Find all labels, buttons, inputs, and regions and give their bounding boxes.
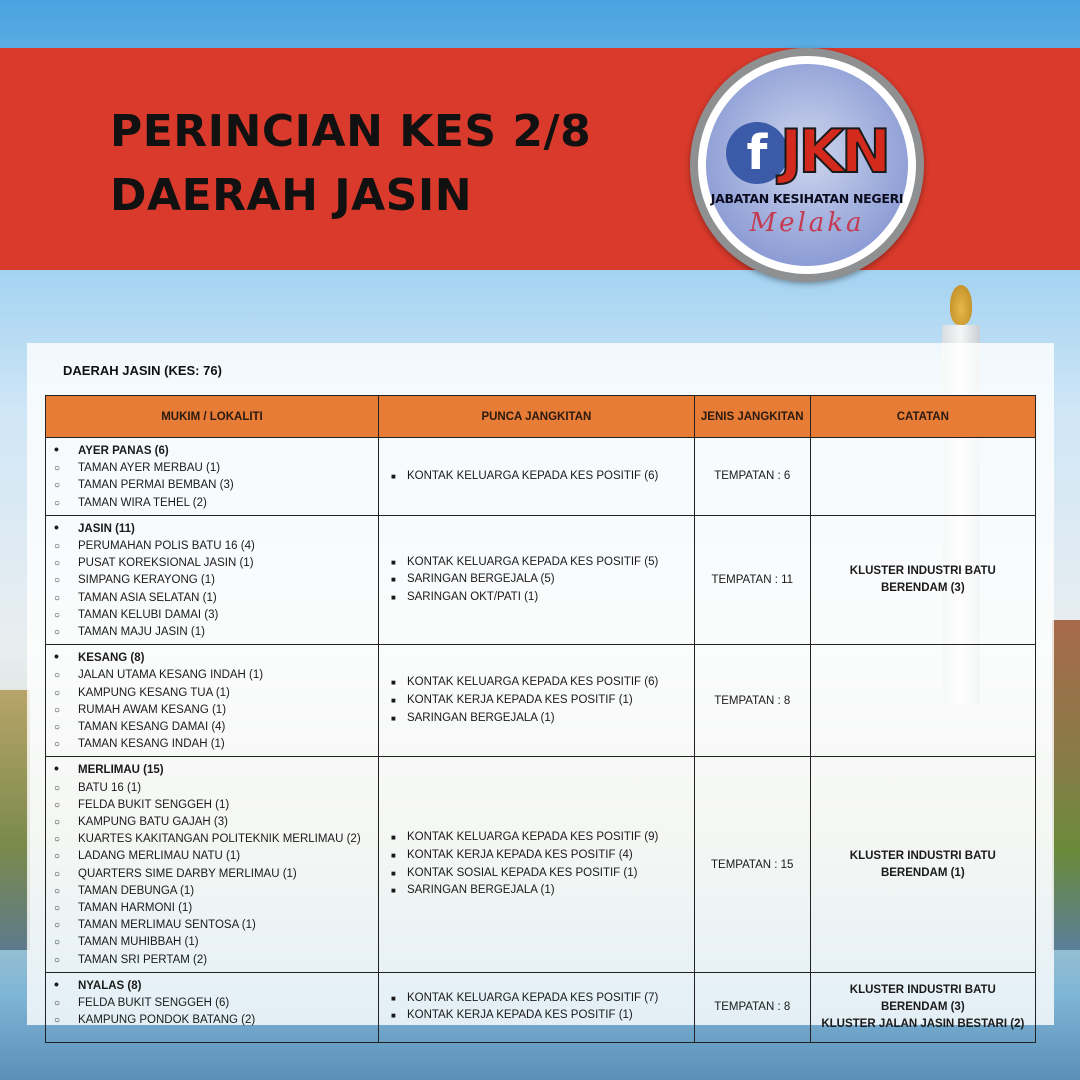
lokaliti-item: [54, 934, 370, 951]
lokaliti-item: [54, 477, 370, 494]
lokaliti-item: [54, 900, 370, 917]
lokaliti-item: [54, 780, 370, 797]
punca-label: KONTAK KERJA KEPADA KES POSITIF (1): [406, 694, 633, 707]
circle-bullet-icon: ○: [54, 799, 61, 811]
circle-bullet-icon: ○: [54, 670, 61, 682]
circle-bullet-icon: ○: [54, 937, 61, 949]
catatan-line: KLUSTER INDUSTRI BATU: [849, 565, 996, 578]
lokaliti-item: [54, 590, 370, 607]
punca-cell: [378, 438, 694, 516]
lokaliti-label: TAMAN DEBUNGA (1): [78, 884, 195, 897]
punca-cell: [378, 972, 694, 1042]
lokaliti-item: [54, 624, 370, 641]
lokaliti-label: KAMPUNG KESANG TUA (1): [78, 686, 230, 699]
lokaliti-label: JALAN UTAMA KESANG INDAH (1): [78, 669, 264, 682]
punca-item: [385, 990, 688, 1008]
lokaliti-item: [54, 538, 370, 555]
punca-cell: [378, 757, 694, 972]
mukim-name: [54, 760, 370, 779]
lokaliti-item: [54, 736, 370, 753]
lokaliti-label: TAMAN KESANG DAMAI (4): [78, 721, 226, 734]
circle-bullet-icon: ○: [54, 885, 61, 897]
lokaliti-label: FELDA BUKIT SENGGEH (1): [78, 798, 230, 811]
lokaliti-item: [54, 555, 370, 572]
circle-bullet-icon: ○: [54, 817, 61, 829]
minaret-dome: [950, 285, 972, 325]
catatan-cell: [810, 515, 1035, 644]
punca-item: [385, 1007, 688, 1025]
lokaliti-item: [54, 917, 370, 934]
square-bullet-icon: ■: [390, 696, 396, 706]
lokaliti-label: TAMAN WIRA TEHEL (2): [78, 496, 207, 509]
circle-bullet-icon: ○: [54, 782, 61, 794]
lokaliti-label: TAMAN KESANG INDAH (1): [78, 738, 225, 751]
lokaliti-item: [54, 883, 370, 900]
lokaliti-item: [54, 460, 370, 477]
lokaliti-label: TAMAN SRI PERTAM (2): [78, 953, 208, 966]
circle-bullet-icon: ○: [54, 463, 61, 475]
lokaliti-label: QUARTERS SIME DARBY MERLIMAU (1): [78, 867, 297, 880]
mukim-cell: [46, 515, 379, 644]
square-bullet-icon: ■: [390, 575, 396, 585]
lokaliti-item: [54, 685, 370, 702]
lokaliti-label: BATU 16 (1): [78, 781, 142, 794]
punca-item: [385, 882, 688, 900]
lokaliti-label: FELDA BUKIT SENGGEH (6): [78, 997, 230, 1010]
table-body: [46, 438, 1036, 1043]
circle-bullet-icon: ○: [54, 868, 61, 880]
title-line-2: DAERAH JASIN: [110, 170, 473, 221]
logo-brand: JKN: [780, 117, 888, 187]
lokaliti-label: PERUMAHAN POLIS BATU 16 (4): [78, 540, 255, 553]
circle-bullet-icon: ○: [54, 627, 61, 639]
punca-cell: [378, 645, 694, 757]
jenis-cell: TEMPATAN : 11: [694, 515, 810, 644]
column-header: CATATAN: [810, 396, 1035, 438]
lokaliti-label: KAMPUNG BATU GAJAH (3): [78, 816, 228, 829]
punca-label: KONTAK KELUARGA KEPADA KES POSITIF (6): [406, 469, 659, 482]
jenis-cell: TEMPATAN : 6: [694, 438, 810, 516]
circle-bullet-icon: ○: [54, 592, 61, 604]
circle-bullet-icon: ○: [54, 497, 61, 509]
catatan-cell: [810, 757, 1035, 972]
lokaliti-item: [54, 667, 370, 684]
table-row: [46, 438, 1036, 516]
lokaliti-item: [54, 814, 370, 831]
jkn-melaka-logo: [690, 48, 924, 282]
lokaliti-item: [54, 797, 370, 814]
circle-bullet-icon: ○: [54, 1015, 61, 1027]
mukim-cell: [46, 757, 379, 972]
lokaliti-item: [54, 702, 370, 719]
punca-label: SARINGAN OKT/PATI (1): [406, 590, 539, 603]
circle-bullet-icon: ○: [54, 704, 61, 716]
lokaliti-label: TAMAN AYER MERBAU (1): [78, 462, 221, 475]
table-row: [46, 972, 1036, 1042]
bullet-icon: •: [54, 518, 59, 535]
punca-item: [385, 674, 688, 692]
punca-label: KONTAK KELUARGA KEPADA KES POSITIF (6): [406, 676, 659, 689]
circle-bullet-icon: ○: [54, 851, 61, 863]
punca-label: KONTAK SOSIAL KEPADA KES POSITIF (1): [406, 866, 638, 879]
background-shore-right: [1052, 620, 1080, 950]
mukim-name: [54, 648, 370, 667]
punca-item: [385, 847, 688, 865]
page-title: [110, 100, 591, 228]
lokaliti-label: RUMAH AWAM KESANG (1): [78, 703, 227, 716]
punca-item: [385, 865, 688, 883]
square-bullet-icon: ■: [390, 833, 396, 843]
mukim-cell: [46, 972, 379, 1042]
logo-face: [706, 64, 908, 266]
lokaliti-item: [54, 1012, 370, 1029]
catatan-line: BERENDAM (1): [880, 866, 965, 879]
square-bullet-icon: ■: [390, 471, 396, 481]
circle-bullet-icon: ○: [54, 575, 61, 587]
lokaliti-label: SIMPANG KERAYONG (1): [78, 574, 215, 587]
circle-bullet-icon: ○: [54, 609, 61, 621]
jenis-cell: TEMPATAN : 15: [694, 757, 810, 972]
punca-cell: [378, 515, 694, 644]
catatan-line: KLUSTER INDUSTRI BATU: [849, 849, 996, 862]
square-bullet-icon: ■: [390, 713, 396, 723]
punca-label: KONTAK KELUARGA KEPADA KES POSITIF (7): [406, 991, 659, 1004]
lokaliti-item: [54, 572, 370, 589]
punca-label: KONTAK KERJA KEPADA KES POSITIF (4): [406, 849, 633, 862]
mukim-label: AYER PANAS (6): [78, 445, 169, 457]
case-table: [45, 395, 1036, 1043]
table-heading: DAERAH JASIN (KES: 76): [63, 363, 222, 378]
punca-item: [385, 554, 688, 572]
lokaliti-item: [54, 995, 370, 1012]
bullet-icon: •: [54, 975, 59, 992]
catatan-cell: [810, 438, 1035, 516]
table-header-row: [46, 396, 1036, 438]
table-row: [46, 515, 1036, 644]
lokaliti-label: TAMAN MERLIMAU SENTOSA (1): [78, 919, 256, 932]
column-header: JENIS JANGKITAN: [694, 396, 810, 438]
logo-subtitle: JABATAN KESIHATAN NEGERI: [710, 191, 904, 206]
lokaliti-item: [54, 719, 370, 736]
lokaliti-item: [54, 848, 370, 865]
mukim-cell: [46, 438, 379, 516]
lokaliti-label: PUSAT KOREKSIONAL JASIN (1): [78, 557, 254, 570]
mukim-cell: [46, 645, 379, 757]
punca-item: [385, 829, 688, 847]
lokaliti-label: KAMPUNG PONDOK BATANG (2): [78, 1014, 256, 1027]
punca-label: SARINGAN BERGEJALA (1): [406, 884, 555, 897]
circle-bullet-icon: ○: [54, 687, 61, 699]
square-bullet-icon: ■: [390, 851, 396, 861]
punca-label: SARINGAN BERGEJALA (1): [406, 711, 555, 724]
punca-item: [385, 468, 688, 486]
square-bullet-icon: ■: [390, 1011, 396, 1021]
catatan-line: KLUSTER JALAN JASIN BESTARI (2): [821, 1017, 1025, 1030]
lokaliti-label: TAMAN ASIA SELATAN (1): [78, 591, 217, 604]
square-bullet-icon: ■: [390, 592, 396, 602]
catatan-cell: [810, 645, 1035, 757]
square-bullet-icon: ■: [390, 886, 396, 896]
mukim-label: NYALAS (8): [78, 979, 142, 992]
circle-bullet-icon: ○: [54, 480, 61, 492]
square-bullet-icon: ■: [390, 993, 396, 1003]
catatan-cell: [810, 972, 1035, 1042]
punca-item: [385, 692, 688, 710]
lokaliti-label: TAMAN MAJU JASIN (1): [78, 626, 205, 639]
case-details-panel: [27, 343, 1054, 1030]
background-shore-left: [0, 690, 30, 950]
lokaliti-label: TAMAN HARMONI (1): [78, 902, 193, 915]
mukim-label: JASIN (11): [78, 522, 135, 535]
logo-script: Melaka: [749, 208, 865, 238]
mukim-name: [54, 976, 370, 995]
bullet-icon: •: [54, 760, 59, 777]
lokaliti-label: TAMAN KELUBI DAMAI (3): [78, 608, 219, 621]
circle-bullet-icon: ○: [54, 954, 61, 966]
square-bullet-icon: ■: [390, 557, 396, 567]
punca-label: KONTAK KERJA KEPADA KES POSITIF (1): [406, 1009, 633, 1022]
bullet-icon: •: [54, 441, 59, 457]
lokaliti-label: LADANG MERLIMAU NATU (1): [78, 850, 241, 863]
catatan-line: BERENDAM (3): [880, 582, 965, 595]
mukim-name: [54, 441, 370, 460]
punca-label: KONTAK KELUARGA KEPADA KES POSITIF (5): [406, 555, 659, 568]
punca-item: [385, 571, 688, 589]
table-row: [46, 757, 1036, 972]
circle-bullet-icon: ○: [54, 541, 61, 553]
square-bullet-icon: ■: [390, 868, 396, 878]
circle-bullet-icon: ○: [54, 558, 61, 570]
jenis-cell: TEMPATAN : 8: [694, 972, 810, 1042]
lokaliti-label: KUARTES KAKITANGAN POLITEKNIK MERLIMAU (2): [78, 833, 361, 846]
column-header: PUNCA JANGKITAN: [378, 396, 694, 438]
lokaliti-label: TAMAN PERMAI BEMBAN (3): [78, 479, 234, 492]
facebook-icon: f: [726, 122, 788, 184]
lokaliti-item: [54, 495, 370, 512]
circle-bullet-icon: ○: [54, 834, 61, 846]
square-bullet-icon: ■: [390, 678, 396, 688]
bullet-icon: •: [54, 648, 59, 665]
lokaliti-item: [54, 607, 370, 624]
catatan-line: KLUSTER INDUSTRI BATU: [849, 983, 996, 996]
circle-bullet-icon: ○: [54, 920, 61, 932]
punca-label: SARINGAN BERGEJALA (5): [406, 573, 555, 586]
punca-item: [385, 710, 688, 728]
mukim-name: [54, 519, 370, 538]
title-line-1: PERINCIAN KES 2/8: [110, 106, 592, 157]
circle-bullet-icon: ○: [54, 998, 61, 1010]
circle-bullet-icon: ○: [54, 739, 61, 751]
lokaliti-item: [54, 952, 370, 969]
circle-bullet-icon: ○: [54, 903, 61, 915]
punca-item: [385, 589, 688, 607]
catatan-line: BERENDAM (3): [880, 1000, 965, 1013]
lokaliti-item: [54, 831, 370, 848]
jenis-cell: TEMPATAN : 8: [694, 645, 810, 757]
circle-bullet-icon: ○: [54, 722, 61, 734]
mukim-label: KESANG (8): [78, 652, 145, 665]
punca-label: KONTAK KELUARGA KEPADA KES POSITIF (9): [406, 831, 659, 844]
table-row: [46, 645, 1036, 757]
lokaliti-item: [54, 866, 370, 883]
mukim-label: MERLIMAU (15): [78, 764, 164, 777]
lokaliti-label: TAMAN MUHIBBAH (1): [78, 936, 199, 949]
column-header: MUKIM / LOKALITI: [46, 396, 379, 438]
